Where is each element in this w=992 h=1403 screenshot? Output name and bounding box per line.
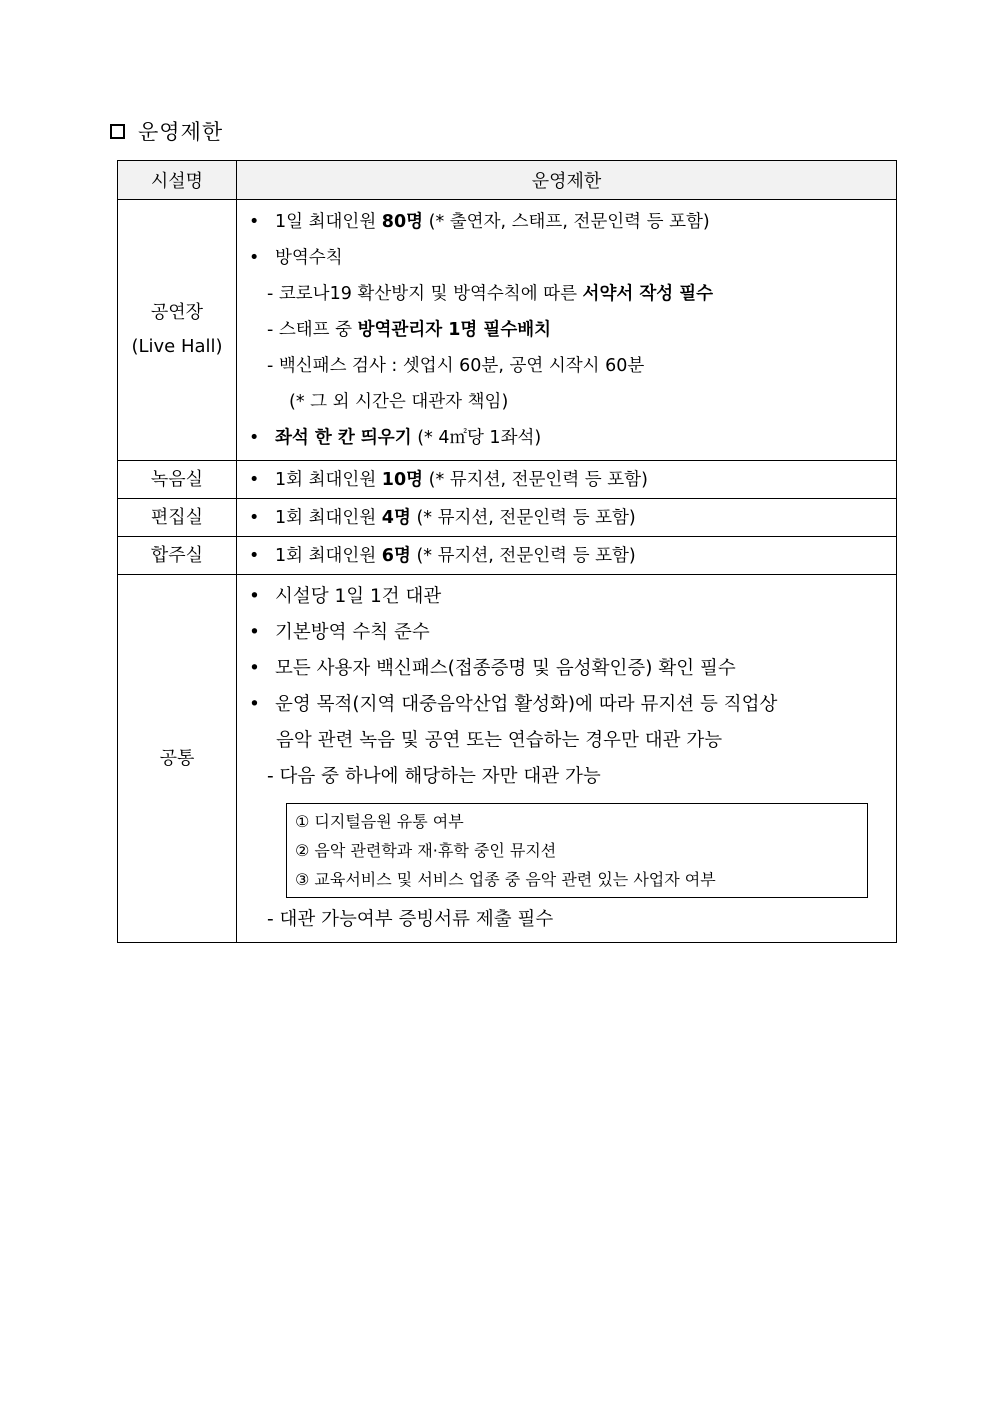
checkbox-square-icon — [110, 124, 125, 139]
facility-editing: 편집실 — [118, 499, 237, 537]
table-row — [118, 200, 897, 461]
list-item: • 1회 최대인원 4명 (* 뮤지션, 전문인력 등 포함) — [245, 500, 888, 536]
eligibility-box — [286, 803, 868, 898]
eligibility-item: ③ 교육서비스 및 서비스 업종 중 음악 관련 있는 사업자 여부 — [295, 870, 716, 889]
facility-live-hall — [118, 200, 237, 461]
restriction-live-hall — [237, 200, 897, 461]
list-item: • 운영 목적(지역 대중음악산업 활성화)에 따라 뮤지션 등 직업상 — [245, 687, 888, 723]
section-heading — [110, 116, 223, 146]
table-row — [118, 461, 897, 499]
facility-recording: 녹음실 — [118, 461, 237, 499]
restrictions-table — [117, 160, 897, 943]
restriction-common — [237, 575, 897, 943]
list-item-continuation: 음악 관련 녹음 및 공연 또는 연습하는 경우만 대관 가능 — [276, 730, 723, 751]
restriction-editing — [237, 499, 897, 537]
list-item: • 1회 최대인원 10명 (* 뮤지션, 전문인력 등 포함) — [245, 462, 888, 498]
facility-ensemble: 합주실 — [118, 537, 237, 575]
list-item: • 1회 최대인원 6명 (* 뮤지션, 전문인력 등 포함) — [245, 538, 888, 574]
list-item: • 기본방역 수칙 준수 — [245, 615, 888, 651]
table-row — [118, 499, 897, 537]
header-restriction: 운영제한 — [237, 161, 897, 200]
sub-item: - 대관 가능여부 증빙서류 제출 필수 — [267, 909, 554, 930]
list-item: • 좌석 한 칸 띄우기 (* 4㎡당 1좌석) — [245, 420, 888, 456]
sub-item-note: (* 그 외 시간은 대관자 책임) — [289, 392, 509, 412]
eligibility-item: ① 디지털음원 유통 여부 — [295, 812, 464, 831]
sub-item: - 백신패스 검사 : 셋업시 60분, 공연 시작시 60분 — [267, 356, 645, 376]
eligibility-item: ② 음악 관련학과 재·휴학 중인 뮤지션 — [295, 841, 557, 860]
restriction-recording — [237, 461, 897, 499]
facility-name: 공연장 — [150, 302, 204, 323]
list-item: • 1일 최대인원 80명 (* 출연자, 스태프, 전문인력 등 포함) — [245, 204, 888, 240]
list-item: • 방역수칙 — [245, 240, 888, 276]
facility-common: 공통 — [118, 575, 237, 943]
sub-item: - 스태프 중 방역관리자 1명 필수배치 — [267, 320, 552, 340]
sub-item: - 다음 중 하나에 해당하는 자만 대관 가능 — [267, 766, 601, 787]
table-header-row — [118, 161, 897, 200]
restriction-ensemble — [237, 537, 897, 575]
section-title: 운영제한 — [138, 120, 224, 144]
header-facility: 시설명 — [118, 161, 237, 200]
facility-name-sub: (Live Hall) — [131, 336, 223, 357]
list-item: • 모든 사용자 백신패스(접종증명 및 음성확인증) 확인 필수 — [245, 651, 888, 687]
table-row — [118, 575, 897, 943]
table-row — [118, 537, 897, 575]
list-item: • 시설당 1일 1건 대관 — [245, 579, 888, 615]
sub-item: - 코로나19 확산방지 및 방역수칙에 따른 서약서 작성 필수 — [267, 284, 714, 304]
